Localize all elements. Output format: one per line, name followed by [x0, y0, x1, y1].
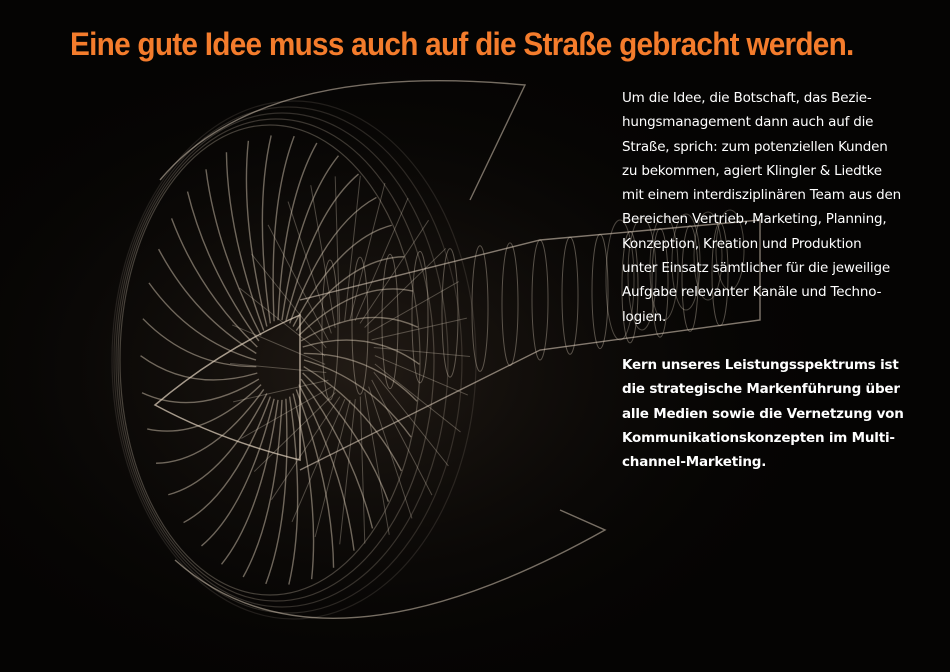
- text-line: Kommunikationskonzepten im Multi-: [622, 429, 895, 446]
- text-line: Konzeption, Kreation und Produktion: [622, 235, 862, 252]
- text-line: zu bekommen, agiert Klingler & Liedtke: [622, 162, 882, 179]
- text-line: logien.: [622, 308, 667, 325]
- page-headline: Eine gute Idee muss auch auf die Straße gebracht werden.: [70, 26, 854, 62]
- intro-paragraph: [622, 86, 932, 329]
- text-line: mit einem interdisziplinären Team aus den: [622, 187, 901, 204]
- text-line: Kern unseres Leistungsspektrums ist: [622, 356, 899, 373]
- text-line: channel-Marketing.: [622, 454, 767, 471]
- text-line: Bereichen Vertrieb, Marketing, Planning,: [622, 211, 887, 228]
- text-line: Um die Idee, die Botschaft, das Bezie-: [622, 90, 872, 106]
- body-text: [622, 86, 932, 498]
- text-line: unter Einsatz sämtlicher für die jeweilige: [622, 260, 890, 277]
- text-line: hungsmanagement dann auch auf die: [622, 114, 874, 131]
- text-line: die strategische Markenführung über: [622, 381, 900, 398]
- text-line: alle Medien sowie die Vernetzung von: [622, 405, 904, 422]
- text-line: Aufgabe relevanter Kanäle und Techno-: [622, 284, 882, 301]
- text-line: Straße, sprich: zum potenziellen Kunden: [622, 138, 888, 155]
- key-statement-paragraph: [622, 353, 932, 474]
